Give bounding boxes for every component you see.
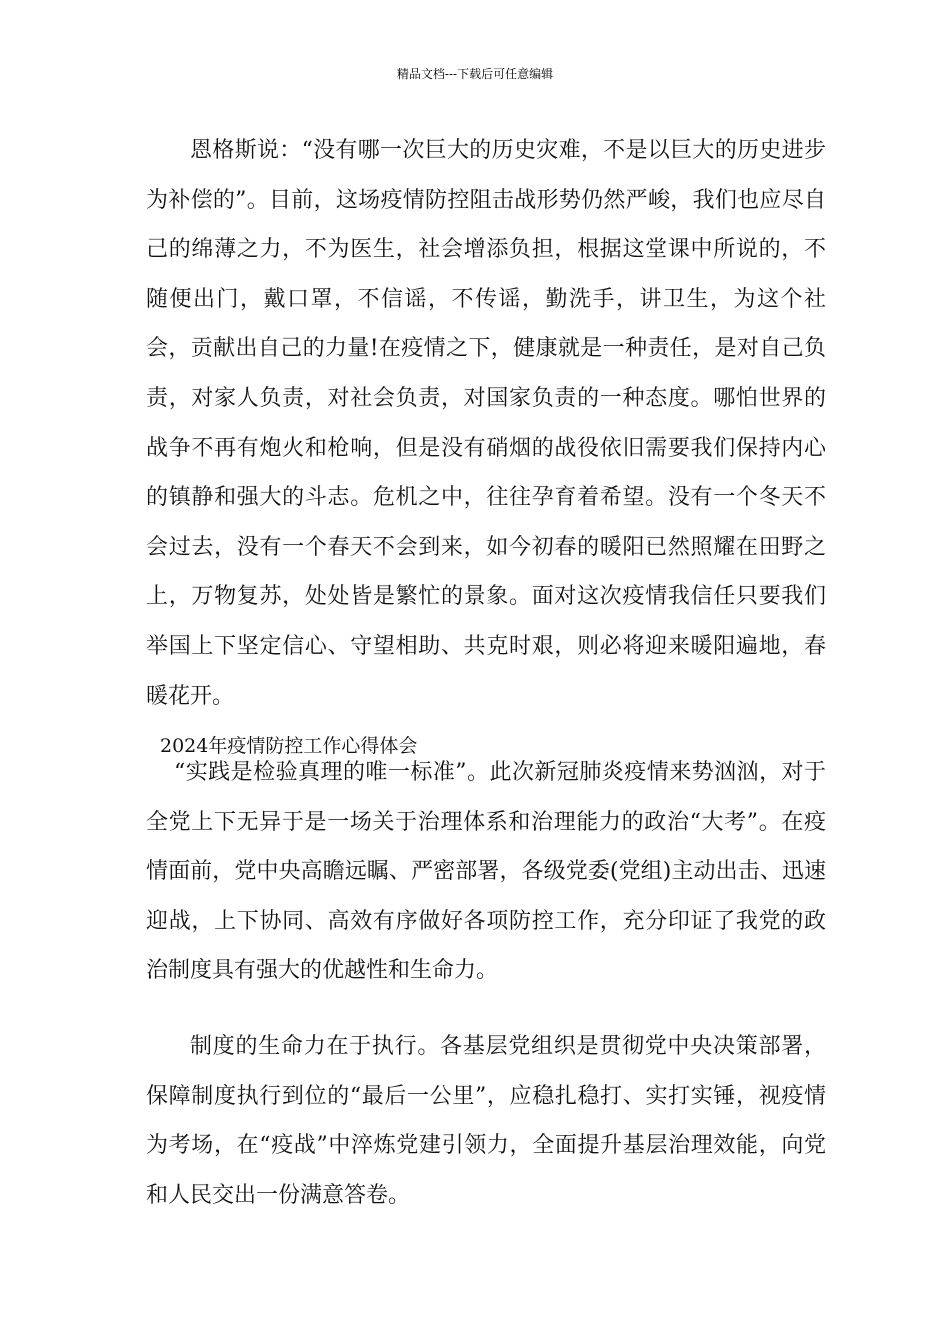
body-paragraph: “实践是检验真理的唯一标准”。此次新冠肺炎疫情来势汹汹，对于全党上下无异于是一场关于治理体系和治理能力的政治“大考”。在疫情面前，党中央高瞻远瞩、严密部署，各级党委(党组)主动出击、迅速迎战，上下协同、高效有序做好各项防控工作，充分印证了我党的政治制度具有强大的优越性和生命力。 [146,760,826,984]
page-header: 精品文档---下载后可任意编辑 [396,67,554,81]
body-paragraph: 恩格斯说：“没有哪一次巨大的历史灾难，不是以巨大的历史进步为补偿的”。目前，这场疫情防控阻击战形势仍然严峻，我们也应尽自己的绵薄之力，不为医生，社会增添负担，根据这堂课中所说的，不随便出门，戴口罩，不信谣，不传谣，勤洗手，讲卫生，为这个社会，贡献出自己的力量!在疫情之下，健康就是一种责任，是对自己负责，对家人负责，对社会负责，对国家负责的一种态度。哪怕世界的战争不再有炮火和枪响，但是没有硝烟的战役依旧需要我们保持内心的镇静和强大的斗志。危机之中，往往孕育着希望。没有一个冬天不会过去，没有一个春天不会到来，如今初春的暖阳已然照耀在田野之上，万物复苏，处处皆是繁忙的景象。面对这次疫情我信任只要我们举国上下坚定信心、守望相助、共克时艰，则必将迎来暖阳遍地，春暖花开。 [146,138,826,709]
body-paragraph: 制度的生命力在于执行。各基层党组织是贯彻党中央决策部署，保障制度执行到位的“最后一公里”，应稳扎稳打、实打实锤，视疫情为考场，在“疫战”中淬炼党建引领力，全面提升基层治理效能，向党和人民交出一份满意答卷。 [146,1034,826,1208]
section-heading: 2024年疫情防控工作心得体会 [160,735,418,757]
body-paragraph-2-block [146,748,826,996]
body-paragraph-3-block [146,1022,826,1220]
body-paragraph-1-block [146,126,826,721]
